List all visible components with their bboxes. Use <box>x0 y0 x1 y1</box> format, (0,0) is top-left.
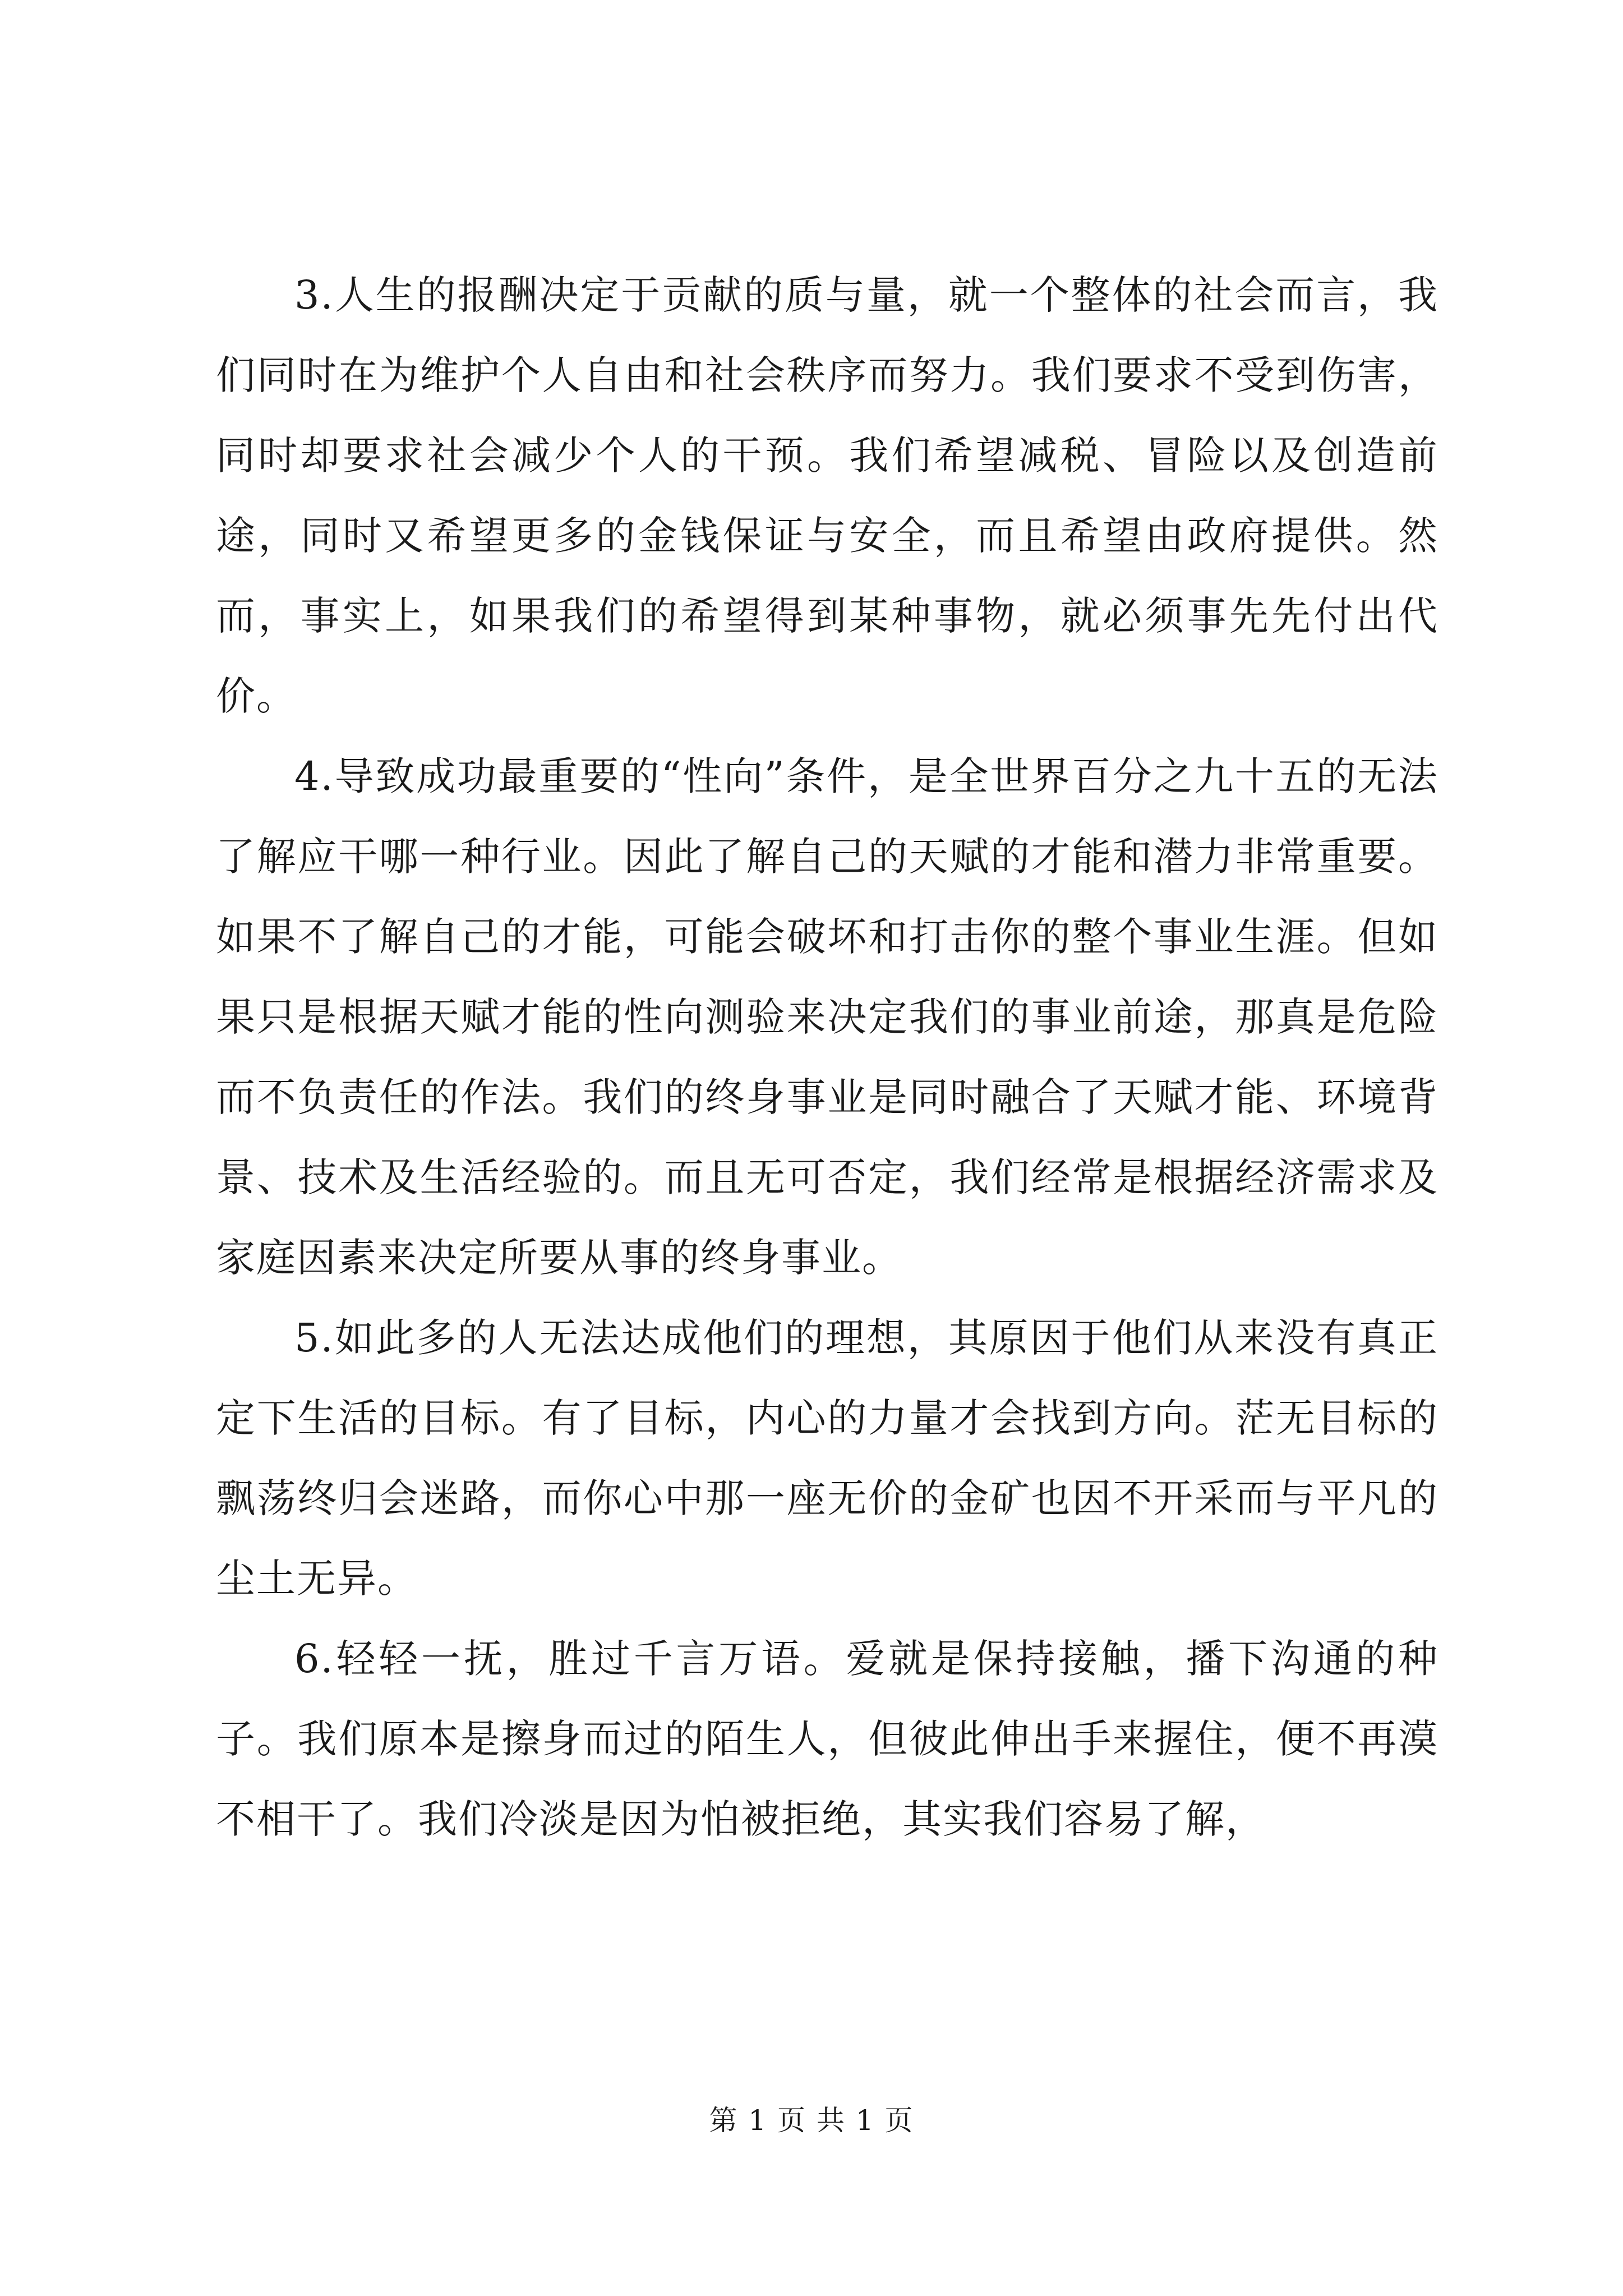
paragraph-5: 5.如此多的人无法达成他们的理想，其原因于他们从来没有真正定下生活的目标。有了目标，内心的力量才会找到方向。茫无目标的飘荡终归会迷路，而你心中那一座无价的金矿也因不开采而与平凡的尘土无异。 <box>216 1315 1438 1602</box>
document-body <box>216 255 1438 1860</box>
paragraph-3: 3.人生的报酬决定于贡献的质与量，就一个整体的社会而言，我们同时在为维护个人自由和社会秩序而努力。我们要求不受到伤害，同时却要求社会减少个人的干预。我们希望减税、冒险以及创造前途，同时又希望更多的金钱保证与安全，而且希望由政府提供。然而，事实上，如果我们的希望得到某种事物，就必须事先先付出代价。 <box>216 272 1438 719</box>
paragraph-4: 4.导致成功最重要的“性向”条件，是全世界百分之九十五的无法了解应干哪一种行业。因此了解自己的天赋的才能和潜力非常重要。如果不了解自己的才能，可能会破坏和打击你的整个事业生涯。但如果只是根据天赋才能的性向测验来决定我们的事业前途，那真是危险而不负责任的作法。我们的终身事业是同时融合了天赋才能、环境背景、技术及生活经验的。而且无可否定，我们经常是根据经济需求及家庭因素来决定所要从事的终身事业。 <box>216 753 1438 1281</box>
paragraph-6: 6.轻轻一抚，胜过千言万语。爱就是保持接触，播下沟通的种子。我们原本是擦身而过的陌生人，但彼此伸出手来握住，便不再漠不相干了。我们冷淡是因为怕被拒绝，其实我们容易了解， <box>216 1636 1438 1842</box>
page-footer: 第 1 页 共 1 页 <box>709 2104 914 2137</box>
